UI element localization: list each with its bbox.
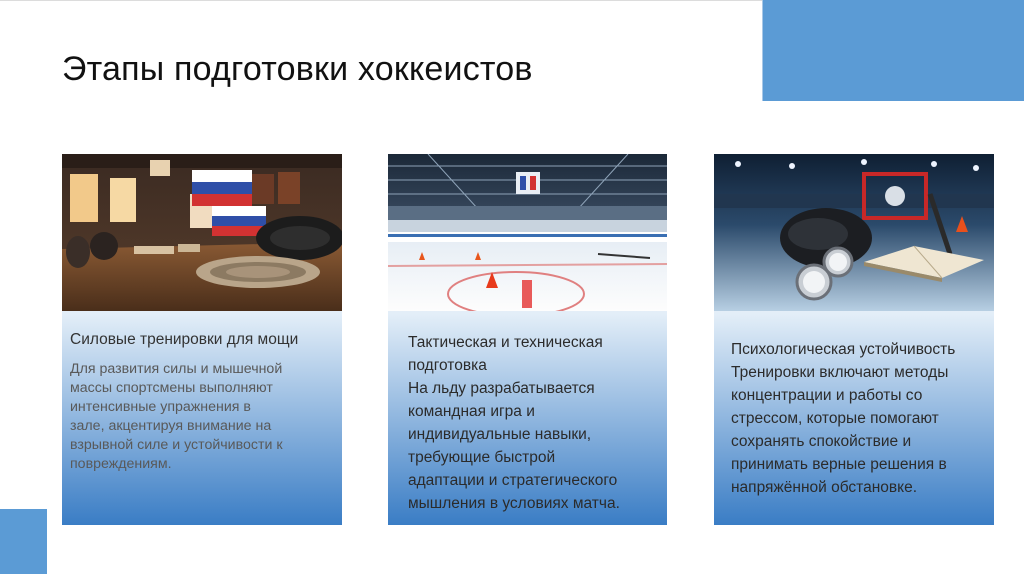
body-line: мышления в условиях матча. — [408, 495, 620, 512]
body-line: сохранять спокойствие и — [731, 433, 912, 450]
body-line: Психологическая устойчивость — [731, 341, 956, 358]
card-heading: Силовые тренировки для мощи — [70, 331, 299, 348]
body-line: зале, акцентируя внимание на — [70, 418, 272, 434]
card-body — [70, 360, 336, 474]
body-line: принимать верные решения в — [731, 456, 947, 473]
body-line: массы спортсмены выполняют — [70, 380, 273, 396]
body-line: индивидуальные навыки, — [408, 426, 592, 443]
body-line: подготовка — [408, 357, 487, 374]
card-psychological-training — [714, 154, 994, 525]
card-body — [408, 331, 663, 515]
body-line: концентрации и работы со — [731, 387, 923, 404]
body-line: командная игра и — [408, 403, 535, 420]
gym-photo — [62, 154, 342, 311]
body-line: повреждениям. — [70, 456, 172, 472]
body-line: Тактическая и техническая — [408, 334, 603, 351]
body-line: интенсивные упражнения в — [70, 399, 251, 415]
body-line: адаптации и стратегического — [408, 472, 618, 489]
body-line: напряжённой обстановке. — [731, 479, 918, 496]
accent-rectangle-bottom-left — [0, 509, 47, 574]
card-strength-training — [62, 154, 342, 525]
body-line: Для развития силы и мышечной — [70, 361, 283, 377]
ice-rink-photo — [388, 154, 667, 311]
body-line: стрессом, которые помогают — [731, 410, 939, 427]
body-line: На льду разрабатывается — [408, 380, 595, 397]
card-body — [731, 338, 991, 499]
helmet-stopwatch-photo — [714, 154, 994, 311]
body-line: требующие быстрой — [408, 449, 556, 466]
body-line: Тренировки включают методы — [731, 364, 949, 381]
body-line: взрывной силе и устойчивости к — [70, 437, 283, 453]
slide-title: Этапы подготовки хоккеистов — [62, 50, 533, 88]
accent-rectangle-top-right — [762, 0, 1024, 101]
card-tactical-training — [388, 154, 667, 525]
